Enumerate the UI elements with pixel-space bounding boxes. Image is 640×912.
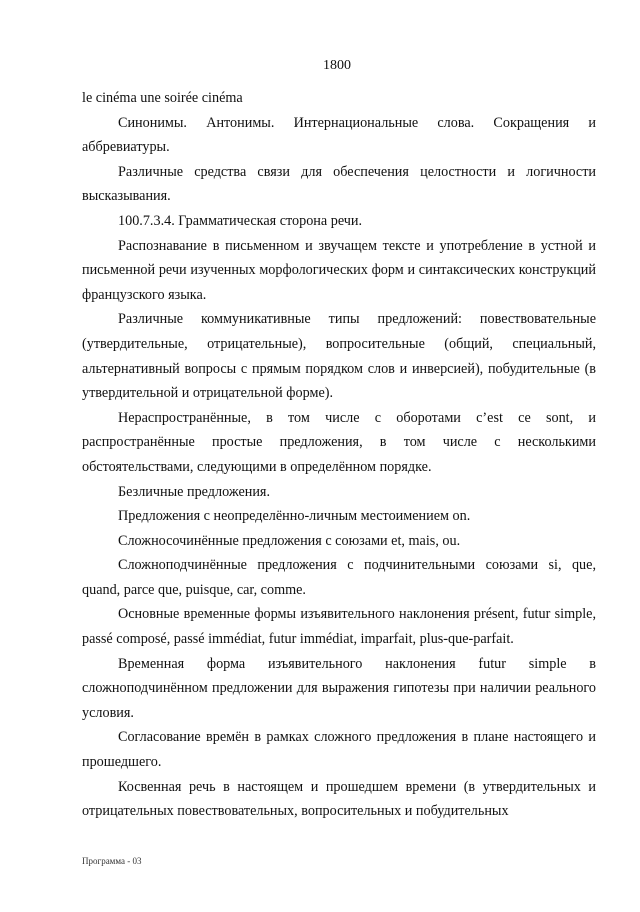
paragraph-3: Различные средства связи для обеспечения целостности и логичности высказывания.: [82, 163, 596, 205]
paragraph-6: Различные коммуникативные типы предложений: повествовательные (утвердительные, отрицательные), вопросительные (общий, специальный, альтернативный вопросы с прямым порядком слов и инверсией), побудительные (в утвердительной и отрицательной форме).: [82, 311, 596, 402]
paragraph-1: le cinéma une soirée cinéma: [82, 90, 243, 106]
paragraph-13: Временная форма изъявительного наклонения futur simple в сложноподчинённом предложении для выражения гипотезы при наличии реального условия.: [82, 655, 596, 721]
paragraph-2: Синонимы. Антонимы. Интернациональные слова. Сокращения и аббревиатуры.: [82, 114, 596, 156]
paragraph-15: Косвенная речь в настоящем и прошедшем времени (в утвердительных и отрицательных повествовательных, вопросительных и побудительных: [82, 778, 596, 820]
paragraph-14: Согласование времён в рамках сложного предложения в плане настоящего и прошедшего.: [82, 729, 596, 771]
page-footer: Программа - 03: [82, 856, 142, 866]
paragraph-7: Нераспространённые, в том числе с оборотами c’est ce sont, и распространённые простые предложения, в том числе с несколькими обстоятельствами, следующими в определённом порядке.: [82, 409, 596, 475]
paragraph-10: Сложносочинённые предложения с союзами et, mais, ou.: [118, 532, 461, 549]
paragraph-11: Сложноподчинённые предложения с подчинительными союзами si, que, quand, parce que, puisque, car, comme.: [82, 557, 596, 598]
paragraph-12: Основные временные формы изъявительного наклонения présent, futur simple, passé composé, passé immédiat, futur immédiat, imparfait, plus-que-parfait.: [82, 606, 596, 648]
section-heading: 100.7.3.4. Грамматическая сторона речи.: [118, 212, 363, 229]
paragraph-9: Предложения с неопределённо-личным местоимением on.: [118, 508, 471, 525]
document-body: [82, 86, 596, 824]
paragraph-5: Распознавание в письменном и звучащем тексте и употребление в устной и письменной речи изученных морфологических форм и синтаксических конструкций французского языка.: [82, 237, 596, 303]
paragraph-8: Безличные предложения.: [118, 483, 271, 500]
page-number: 1800: [323, 58, 351, 73]
